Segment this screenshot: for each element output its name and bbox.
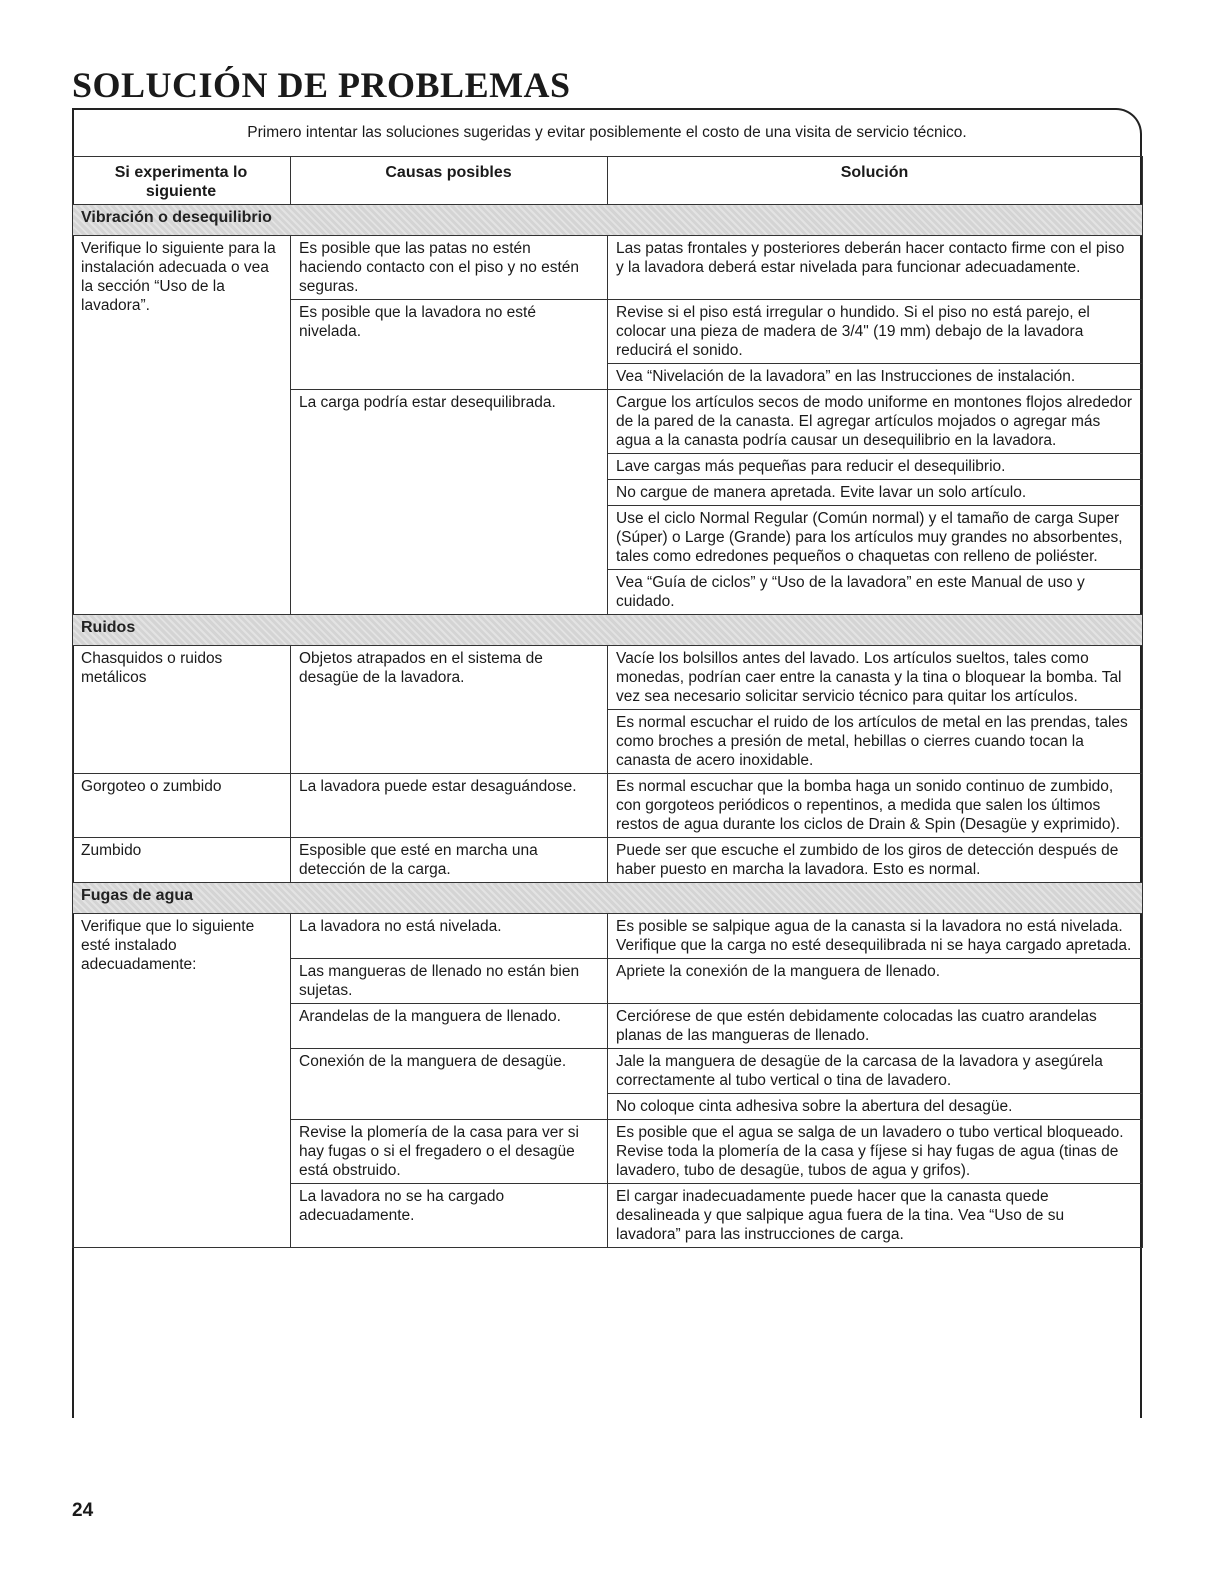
- cause-cell: La lavadora puede estar desaguándose.: [291, 774, 608, 838]
- solution-cell: Apriete la conexión de la manguera de llenado.: [608, 959, 1143, 1004]
- solution-cell: Lave cargas más pequeñas para reducir el desequilibrio.: [608, 454, 1143, 480]
- solution-cell: Es normal escuchar que la bomba haga un sonido continuo de zumbido, con gorgoteos periódicos o repentinos, a medida que salen los últimos restos de agua durante los ciclos de Drain & Spin (Desagüe y exprimido).: [608, 774, 1143, 838]
- cause-cell: La lavadora no está nivelada.: [291, 914, 608, 959]
- table-body: [73, 205, 1143, 1248]
- solution-cell: El cargar inadecuadamente puede hacer que la canasta quede desalineada y que salpique agua fuera de la tina. Vea “Uso de su lavadora” para las instrucciones de carga.: [608, 1184, 1143, 1248]
- troubleshooting-table: [72, 156, 1143, 1248]
- page-number: 24: [72, 1500, 94, 1521]
- table-header-row: [73, 157, 1143, 205]
- solution-cell: Use el ciclo Normal Regular (Común normal) y el tamaño de carga Super (Súper) o Large (Grande) para los artículos muy grandes no absorbentes, tales como edredones pequeños o chaquetas con relleno de poliéster.: [608, 506, 1143, 570]
- section-title: Ruidos: [73, 615, 1143, 646]
- section-header-row: [73, 615, 1143, 646]
- cause-cell: La lavadora no se ha cargado adecuadamente.: [291, 1184, 608, 1248]
- cause-cell: Objetos atrapados en el sistema de desagüe de la lavadora.: [291, 646, 608, 774]
- column-header-solution: Solución: [608, 157, 1143, 205]
- table-row: [73, 838, 1143, 883]
- table-row: [73, 914, 1143, 959]
- solution-cell: Vacíe los bolsillos antes del lavado. Los artículos sueltos, tales como monedas, podrían caer entre la canasta y la tina o bloquear la bomba. Tal vez sea necesario solicitar servicio técnico para quitar los artículos.: [608, 646, 1143, 710]
- column-header-causes: Causas posibles: [291, 157, 608, 205]
- solution-cell: Vea “Guía de ciclos” y “Uso de la lavadora” en este Manual de uso y cuidado.: [608, 570, 1143, 615]
- symptom-cell: Gorgoteo o zumbido: [73, 774, 291, 838]
- solution-cell: Cerciórese de que estén debidamente colocadas las cuatro arandelas planas de las mangueras de llenado.: [608, 1004, 1143, 1049]
- solution-cell: No coloque cinta adhesiva sobre la abertura del desagüe.: [608, 1094, 1143, 1120]
- solution-cell: Es posible que el agua se salga de un lavadero o tubo vertical bloqueado. Revise toda la plomería de la casa y fíjese si hay fugas de agua (tinas de lavadero, tubo de desagüe, tubos de agua y grifos).: [608, 1120, 1143, 1184]
- section-header-row: [73, 883, 1143, 914]
- solution-cell: Es posible se salpique agua de la canasta si la lavadora no está nivelada. Verifique que la carga no esté desequilibrada ni se haya cargado apretada.: [608, 914, 1143, 959]
- page-title: SOLUCIÓN DE PROBLEMAS: [72, 65, 571, 105]
- solution-cell: Cargue los artículos secos de modo uniforme en montones flojos alrededor de la pared de la canasta. El agregar artículos mojados o agregar más agua a la canasta podría causar un desequilibrio en la lavadora.: [608, 390, 1143, 454]
- column-header-symptom: Si experimenta lo siguiente: [73, 157, 291, 205]
- solution-cell: Puede ser que escuche el zumbido de los giros de detección después de haber puesto en marcha la lavadora. Esto es normal.: [608, 838, 1143, 883]
- solution-cell: Vea “Nivelación de la lavadora” en las Instrucciones de instalación.: [608, 364, 1143, 390]
- table-row: [73, 774, 1143, 838]
- solution-cell: Es normal escuchar el ruido de los artículos de metal en las prendas, tales como broches a presión de metal, hebillas o cierres cuando tocan la canasta de acero inoxidable.: [608, 710, 1143, 774]
- symptom-cell: Verifique lo siguiente para la instalación adecuada o vea la sección “Uso de la lavadora”.: [73, 236, 291, 615]
- symptom-cell: Verifique que lo siguiente esté instalado adecuadamente:: [73, 914, 291, 1248]
- cause-cell: Las mangueras de llenado no están bien sujetas.: [291, 959, 608, 1004]
- section-title: Fugas de agua: [73, 883, 1143, 914]
- cause-cell: Es posible que la lavadora no esté nivelada.: [291, 300, 608, 390]
- solution-cell: Jale la manguera de desagüe de la carcasa de la lavadora y asegúrela correctamente al tubo vertical o tina de lavadero.: [608, 1049, 1143, 1094]
- table-row: [73, 236, 1143, 300]
- intro-text: Primero intentar las soluciones sugeridas y evitar posiblemente el costo de una visita de servicio técnico.: [247, 124, 967, 141]
- section-header-row: [73, 205, 1143, 236]
- solution-cell: No cargue de manera apretada. Evite lavar un solo artículo.: [608, 480, 1143, 506]
- section-title: Vibración o desequilibrio: [73, 205, 1143, 236]
- cause-cell: La carga podría estar desequilibrada.: [291, 390, 608, 615]
- symptom-cell: Zumbido: [73, 838, 291, 883]
- symptom-cell: Chasquidos o ruidos metálicos: [73, 646, 291, 774]
- cause-cell: Es posible que las patas no estén haciendo contacto con el piso y no estén seguras.: [291, 236, 608, 300]
- cause-cell: Esposible que esté en marcha una detección de la carga.: [291, 838, 608, 883]
- table-row: [73, 646, 1143, 710]
- solution-cell: Las patas frontales y posteriores deberán hacer contacto firme con el piso y la lavadora deberá estar nivelada para funcionar adecuadamente.: [608, 236, 1143, 300]
- cause-cell: Arandelas de la manguera de llenado.: [291, 1004, 608, 1049]
- solution-cell: Revise si el piso está irregular o hundido. Si el piso no está parejo, el colocar una pieza de madera de 3/4" (19 mm) debajo de la lavadora reducirá el sonido.: [608, 300, 1143, 364]
- cause-cell: Revise la plomería de la casa para ver si hay fugas o si el fregadero o el desagüe está obstruido.: [291, 1120, 608, 1184]
- cause-cell: Conexión de la manguera de desagüe.: [291, 1049, 608, 1120]
